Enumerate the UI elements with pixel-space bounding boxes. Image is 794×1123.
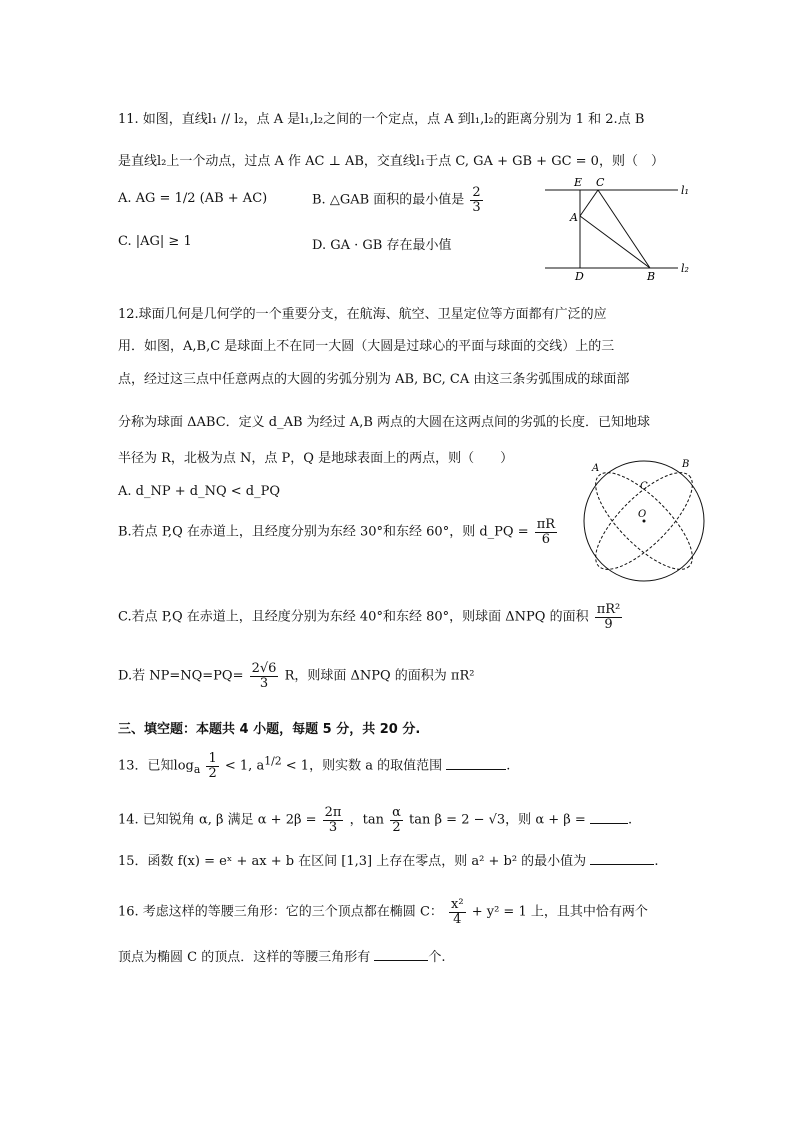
q12-option-b-text: B.若点 P,Q 在赤道上，且经度分别为东经 30°和东经 60°，则 d_PQ = [118, 524, 529, 540]
q11-option-b-text: B. △GAB 面积的最小值是 [312, 192, 465, 208]
q12-sphere-figure [578, 455, 710, 587]
label-b: B [647, 270, 656, 282]
q11-figure [540, 172, 700, 282]
q12-option-d [118, 662, 474, 690]
q14-pre: 14. 已知锐角 α, β 满足 α + 2β = [118, 812, 317, 828]
q16-post: + y² = 1 上，且其中恰有两个 [471, 904, 648, 920]
q15-text: 15．函数 f(x) = eˣ + ax + b 在区间 [1,3] 上存在零点，则 a² + b² 的最小值为 [118, 854, 587, 869]
q16-line2 [118, 946, 446, 965]
q16-fraction: $\frac{\text{x²}}{4}$ [451, 897, 464, 927]
label-l1: l₁ [681, 184, 689, 197]
q12-line3: 点，经过这三点中任意两点的大圆的劣弧分别为 AB, BC, CA 由这三条劣弧围成的球面部 [118, 372, 630, 387]
q12-option-b-fraction: $\frac{\pi R}{6}$ [536, 517, 556, 547]
section-3-header: 三、填空题：本题共 4 小题，每题 5 分，共 20 分. [118, 722, 421, 737]
q16-line1 [118, 898, 648, 926]
q11-line1: 11. 如图，直线l₁ // l₂，点 A 是l₁,l₂之间的一个定点，点 A 到l₁,l₂的距离分别为 1 和 2.点 B [118, 112, 645, 127]
q13-exp: 1/2 [264, 754, 282, 768]
label-d: D [575, 270, 584, 282]
label-a: A [592, 463, 600, 474]
q16-end: 个. [428, 950, 446, 965]
q15 [118, 850, 658, 869]
q11-option-d: D. GA · GB 存在最小值 [312, 238, 452, 253]
q16-line2-text: 顶点为椭圆 C 的顶点．这样的等腰三角形有 [118, 950, 371, 965]
label-o: O [638, 509, 647, 520]
q12-option-d-post: R，则球面 ΔNPQ 的面积为 πR² [284, 668, 475, 684]
q12-option-b [118, 518, 559, 546]
q14 [118, 806, 632, 834]
q13-sub: a [193, 763, 201, 777]
q12-option-c [118, 603, 624, 631]
q16-answer-blank[interactable] [374, 948, 428, 961]
q15-end: . [654, 854, 659, 869]
q15-answer-blank[interactable] [590, 852, 654, 865]
segment-cb [598, 190, 650, 268]
q13-end: . [506, 758, 511, 774]
label-a: A [570, 211, 578, 224]
q14-end: . [627, 812, 633, 828]
q14-post: tan β = 2 − √3，则 α + β = [409, 812, 586, 828]
q11-option-b-fraction: $\frac{2}{3}$ [472, 185, 481, 215]
q16-pre: 16. 考虑这样的等腰三角形：它的三个顶点都在椭圆 C： [118, 904, 443, 920]
label-l2: l₂ [681, 262, 689, 275]
label-b: B [682, 459, 690, 470]
q13-fraction: $\frac{1}{2}$ [208, 751, 217, 781]
q14-fraction-1: $\frac{2\pi}{3}$ [324, 805, 342, 835]
q11-option-b [312, 186, 485, 214]
segment-ac [580, 190, 598, 216]
q12-line4: 分称为球面 ΔABC．定义 d_AB 为经过 A,B 两点的大圆在这两点间的劣弧的长度．已知地球 [118, 415, 651, 430]
q12-line5: 半径为 R，北极为点 N，点 P，Q 是地球表面上的两点，则（ ） [118, 451, 514, 466]
q14-answer-blank[interactable] [590, 811, 628, 824]
label-c: C [596, 176, 605, 189]
label-c: C [640, 481, 648, 492]
q12-line1: 12.球面几何是几何学的一个重要分支，在航海、航空、卫星定位等方面都有广泛的应 [118, 307, 607, 322]
q11-option-c: C. |AG| ≥ 1 [118, 234, 192, 249]
q12-option-d-fraction: $\frac{2√6}{3}$ [251, 661, 277, 691]
q13-mid2: < 1，则实数 a 的取值范围 [285, 758, 443, 774]
q12-option-c-text: C.若点 P,Q 在赤道上，且经度分别为东经 40°和东经 80°，则球面 ΔNPQ 的面积 [118, 609, 589, 625]
q12-line2: 用．如图，A,B,C 是球面上不在同一大圆（大圆是过球心的平面与球面的交线）上的三 [118, 339, 615, 354]
q12-option-c-fraction: $\frac{\text{πR²}}{9}$ [596, 602, 621, 632]
segment-ab [580, 216, 650, 268]
q11-option-a: A. AG = 1/2 (AB + AC) [118, 191, 268, 206]
q14-mid: ，tan [349, 812, 384, 828]
q13-answer-blank[interactable] [446, 757, 506, 770]
label-e: E [574, 176, 583, 189]
q13-mid1: < 1, a [224, 758, 265, 774]
q12-option-a: A. d_NP + d_NQ < d_PQ [118, 484, 280, 499]
q11-line2: 是直线l₂上一个动点，过点 A 作 AC ⊥ AB，交直线l₁于点 C, GA + GB + GC = 0，则（ ） [118, 154, 664, 169]
q13 [118, 752, 510, 780]
q13-pre: 13．已知log [118, 758, 194, 774]
q12-option-d-pre: D.若 NP=NQ=PQ= [118, 668, 244, 684]
q14-fraction-2: $\frac{\alpha}{2}$ [392, 805, 401, 835]
